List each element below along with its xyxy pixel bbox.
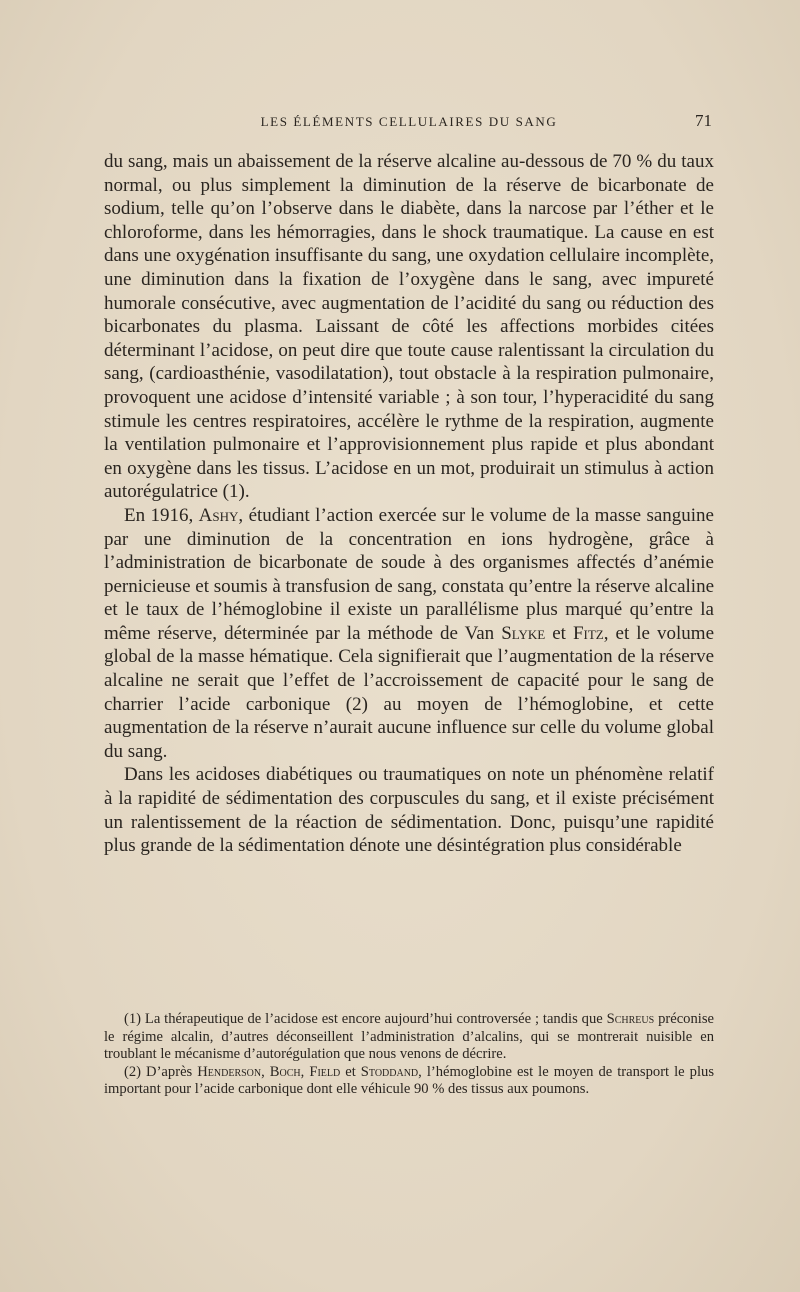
page-header [106, 111, 712, 136]
author-name-slyke: Slyke [501, 622, 546, 644]
author-name-stoddand: Stoddand [360, 1063, 419, 1080]
paragraph-3 [104, 763, 714, 857]
footnote-1-part-b: préconise le régime alcalin, d’autres déconseillent l’administration d’alcalins, qui se montrerait nuisible en troublant le mécanisme d’autorégulation que nous venons de décrire. [104, 1011, 714, 1063]
footnotes [104, 1011, 714, 1099]
footnote-2 [104, 1064, 714, 1099]
paragraph-2-part-b: , étudiant l’action exercée sur le volume de la masse sanguine par une diminution de la concentration en ions hydrogène, grâce à l’administration de bicarbonate de soude à des organismes affectés d’anémie pernicieuse et soumis à transfusion de sang, constata qu’entre la réserve alcaline et le taux de l’hémoglobine il existe un parallélisme plus marqué qu’entre la même réserve, déterminée par la méthode de Van [104, 504, 714, 644]
footnote-1-part-a: (1) La thérapeutique de l’acidose est encore aujourd’hui controversée ; tandis que [124, 1011, 607, 1027]
running-title: LES ÉLÉMENTS CELLULAIRES DU SANG [260, 114, 558, 129]
footnote-2-part-b: , l’hémoglobine est le moyen de transport le plus important pour l’acide carbonique dont elle véhicule 90 % des tissus aux poumons. [104, 1063, 715, 1098]
paragraph-1-text: du sang, mais un abaissement de la réserve alcaline au-dessous de 70 % du taux normal, ou plus simplement la diminution de la réserve de bicarbonate de sodium, telle qu’on l’observe dans le diabète, dans la narcose par l’éther et le chloroforme, dans les hémorragies, dans le shock traumatique. La cause en est dans une oxygénation insuffisante du sang, une oxydation cellulaire incomplète, une diminution dans la fixation de l’oxygène dans le sang, avec impureté humorale consécutive, avec augmentation de l’acidité du sang ou réduction des bicarbonates du plasma. Laissant de côté les affections morbides citées déterminant l’acidose, on peut dire que toute cause ralentissant la circulation du sang, (cardioasthénie, vasodilatation), tout obstacle à la respiration pulmonaire, provoquent une acidose d’intensité variable ; à son tour, l’hyperacidité du sang stimule les centres respiratoires, accélère le rythme de la respiration, augmente la ventilation pulmonaire et l’approvisionnement plus rapide et plus abondant en oxygène dans les tissus. L’acidose en un mot, produirait un stimulus à action autorégulatrice (1). [104, 151, 714, 503]
footnote-1 [104, 1011, 714, 1064]
author-name-ashy: Ashy [198, 504, 239, 526]
footnote-2-part-a: (2) D’après [124, 1063, 198, 1080]
author-name-henderson: Henderson [197, 1063, 262, 1080]
footnote-2-sep-3: et [340, 1063, 361, 1080]
paragraph-2-part-a: En 1916, [124, 504, 199, 526]
author-name-fitz: Fitz [572, 622, 604, 644]
page-number: 71 [695, 111, 712, 130]
body-text [104, 150, 714, 858]
paragraph-3-text: Dans les acidoses diabétiques ou traumatiques on note un phénomène relatif à la rapidité de sédimentation des corpuscules du sang, et il existe précisément un ralentissement de la réaction de sédimentation. Donc, puisqu’une rapidité plus grande de la sédimentation dénote une désintégration plus considérable [104, 764, 714, 857]
paragraph-2-part-d: , et le volume global de la masse hématique. Cela signifierait que l’augmentation de la réserve alcaline ne serait que l’effet de l’accroissement de capacité pour le sang de charrier l’acide carbonique (2) au moyen de l’hémoglobine, et cette augmentation de la réserve n’aurait aucune influence sur celle du volume global du sang. [104, 622, 714, 762]
paragraph-2 [104, 504, 714, 764]
footnote-2-sep-2: , [300, 1063, 310, 1080]
paragraph-1 [104, 150, 714, 504]
paragraph-2-part-c: et [545, 622, 573, 644]
author-name-field: Field [309, 1063, 341, 1080]
author-name-schreus: Schreus [606, 1011, 655, 1027]
footnote-2-sep-1: , [261, 1063, 270, 1080]
author-name-boch: Boch [269, 1063, 301, 1080]
